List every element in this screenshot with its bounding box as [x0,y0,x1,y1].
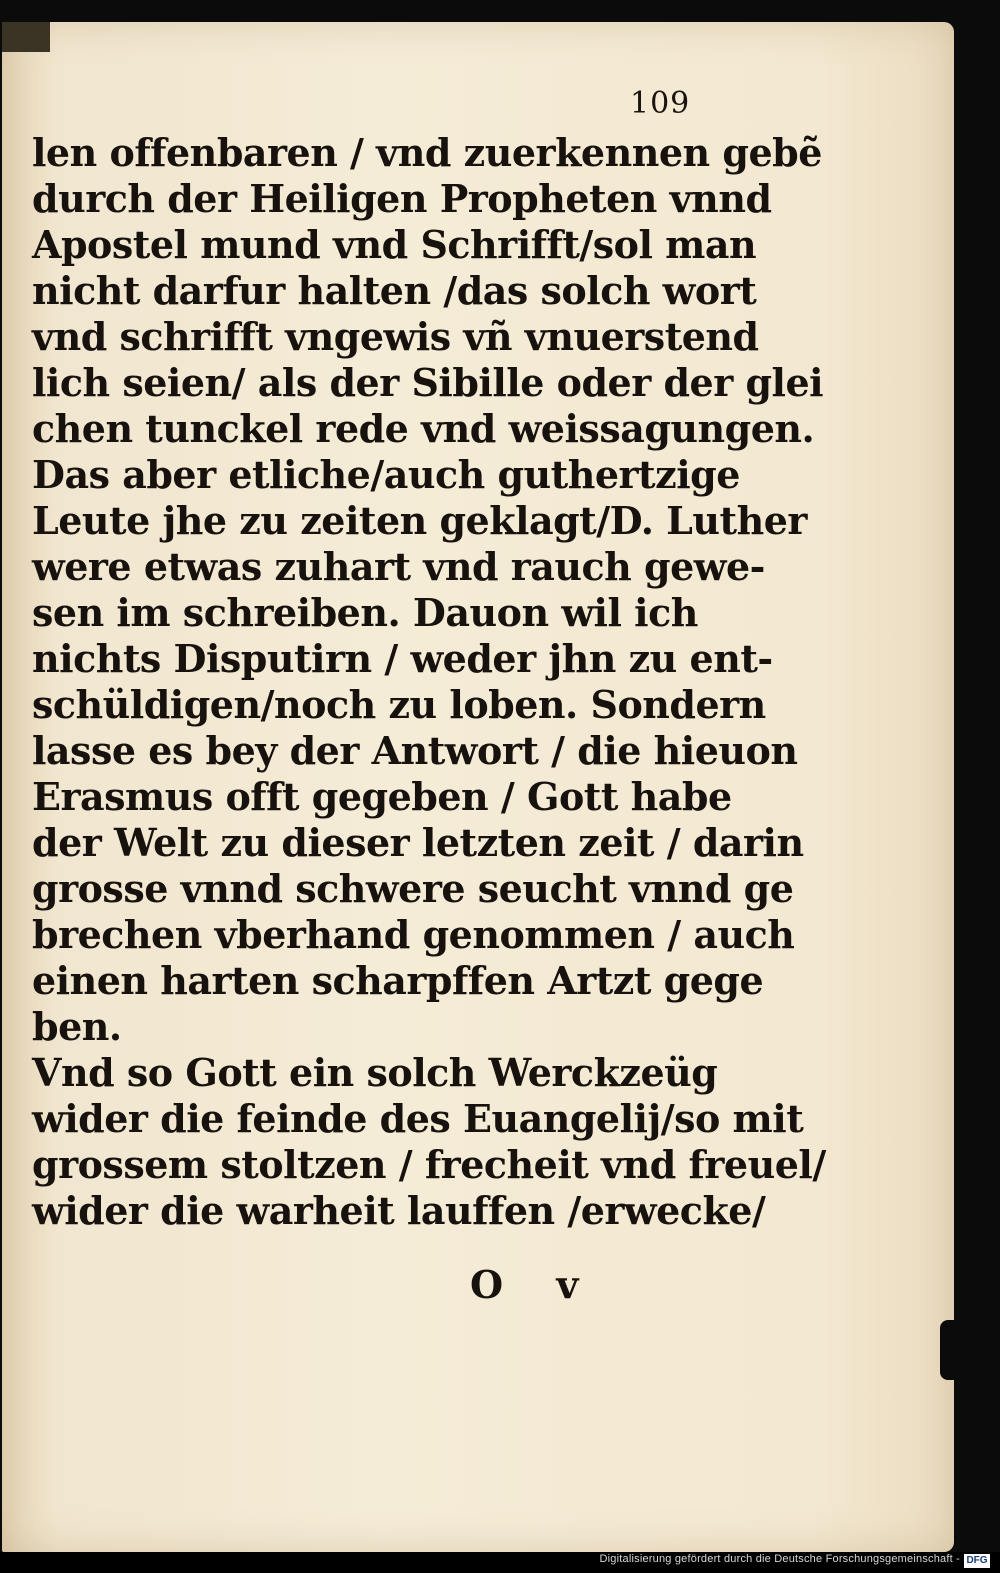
footer-credit: Digitalisierung gefördert durch die Deutsche Forschungsgemeinschaft - [599,1553,960,1565]
text-line: len offenbaren / vnd zuerkennen gebẽ [32,130,822,175]
text-line: Erasmus offt gegeben / Gott habe [32,774,732,819]
text-line: Das aber etliche/auch guthertzige [32,452,740,497]
text-line: wider die warheit lauffen /erwecke/ [32,1188,766,1233]
binding-edge [2,22,50,52]
text-line: ben. [32,1004,122,1049]
signature-mark: O v [470,1262,579,1307]
text-line: schüldigen/noch zu loben. Sondern [32,682,766,727]
dfg-logo: DFG [964,1554,990,1568]
text-line: grosse vnnd schwere seucht vnnd ge [32,866,794,911]
text-line: nicht darfur halten /das solch wort [32,268,757,313]
text-line: lasse es bey der Antwort / die hieuon [32,728,798,773]
body-text [32,130,826,1234]
text-line: were etwas zuhart vnd rauch gewe- [32,544,765,589]
text-line: Apostel mund vnd Schrifft/sol man [32,222,757,267]
text-line: chen tunckel rede vnd weissagungen. [32,406,815,451]
text-line: nichts Disputirn / weder jhn zu ent- [32,636,773,681]
page-edge-shadow [940,1320,954,1380]
text-line: lich seien/ als der Sibille oder der glei [32,360,824,405]
text-line: Leute jhe zu zeiten geklagt/D. Luther [32,498,807,543]
text-line: grossem stoltzen / frecheit vnd freuel/ [32,1142,826,1187]
text-line: brechen vberhand genommen / auch [32,912,795,957]
text-line: wider die feinde des Euangelij/so mit [32,1096,804,1141]
text-line: sen im schreiben. Dauon wil ich [32,590,698,635]
page-number: 109 [630,86,691,121]
text-line: durch der Heiligen Propheten vnnd [32,176,772,221]
text-line: einen harten scharpffen Artzt gege [32,958,764,1003]
text-line: vnd schrifft vngewis vñ vnuerstend [32,314,759,359]
text-line: der Welt zu dieser letzten zeit / darin [32,820,804,865]
text-line: Vnd so Gott ein solch Werckzeüg [32,1050,718,1095]
